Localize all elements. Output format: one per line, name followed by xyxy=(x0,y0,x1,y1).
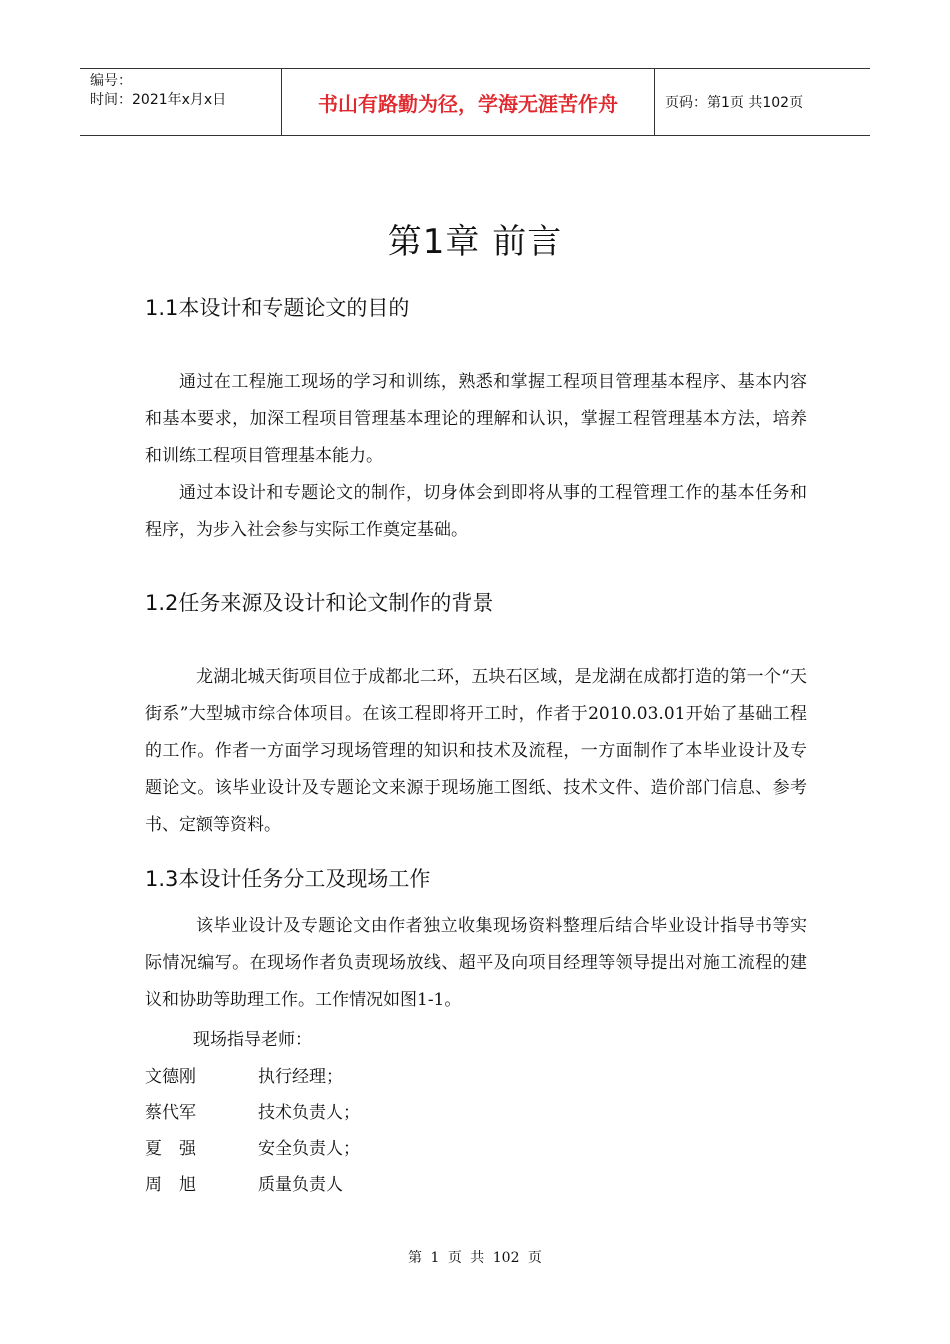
page-header xyxy=(80,68,870,136)
section-heading-1-2: 1.2任务来源及设计和论文制作的背景 xyxy=(145,591,494,615)
section-1-1-paragraph-2: 通过本设计和专题论文的制作，切身体会到即将从事的工程管理工作的基本任务和程序，为步入社会参与实际工作奠定基础。 xyxy=(145,483,807,540)
header-number-label: 编号： xyxy=(90,73,132,89)
mentor-name: 蔡代军 xyxy=(145,1103,196,1123)
mentor-role: 质量负责人 xyxy=(258,1175,343,1195)
header-date-label: 时间：2021年x月x日 xyxy=(90,92,227,108)
section-heading-1-3: 1.3本设计任务分工及现场工作 xyxy=(145,867,431,891)
mentor-role: 技术负责人； xyxy=(258,1103,360,1123)
header-meta xyxy=(80,69,282,135)
header-motto: 书山有路勤为径，学海无涯苦作舟 xyxy=(282,69,655,135)
section-heading-1-1: 1.1本设计和专题论文的目的 xyxy=(145,296,410,320)
mentor-role: 执行经理； xyxy=(258,1067,343,1087)
mentor-role: 安全负责人； xyxy=(258,1139,360,1159)
mentor-name: 周 旭 xyxy=(145,1175,196,1195)
mentor-name: 夏 强 xyxy=(145,1139,196,1159)
section-1-1-paragraph-1: 通过在工程施工现场的学习和训练，熟悉和掌握工程项目管理基本程序、基本内容和基本要求，加深工程项目管理基本理论的理解和认识，掌握工程管理基本方法，培养和训练工程项目管理基本能力。 xyxy=(145,372,807,466)
page-footer: 第 1 页 共 102 页 xyxy=(408,1250,542,1266)
header-page-label: 页码：第1页 共102页 xyxy=(665,95,804,111)
mentors-label: 现场指导老师： xyxy=(193,1030,312,1050)
section-1-3-paragraph-1: 该毕业设计及专题论文由作者独立收集现场资料整理后结合毕业设计指导书等实际情况编写。在现场作者负责现场放线、超平及向项目经理等领导提出对施工流程的建议和协助等助理工作。工作情况如图1-1。 xyxy=(145,916,807,1010)
chapter-title: 第1章 前言 xyxy=(387,222,563,262)
section-1-2-paragraph-1: 龙湖北城天街项目位于成都北二环，五块石区域，是龙湖在成都打造的第一个“天街系”大型城市综合体项目。在该工程即将开工时，作者于2010.03.01开始了基础工程的工作。作者一方面学习现场管理的知识和技术及流程，一方面制作了本毕业设计及专题论文。该毕业设计及专题论文来源于现场施工图纸、技术文件、造价部门信息、参考书、定额等资料。 xyxy=(145,667,807,835)
mentor-name: 文德刚 xyxy=(145,1067,196,1087)
